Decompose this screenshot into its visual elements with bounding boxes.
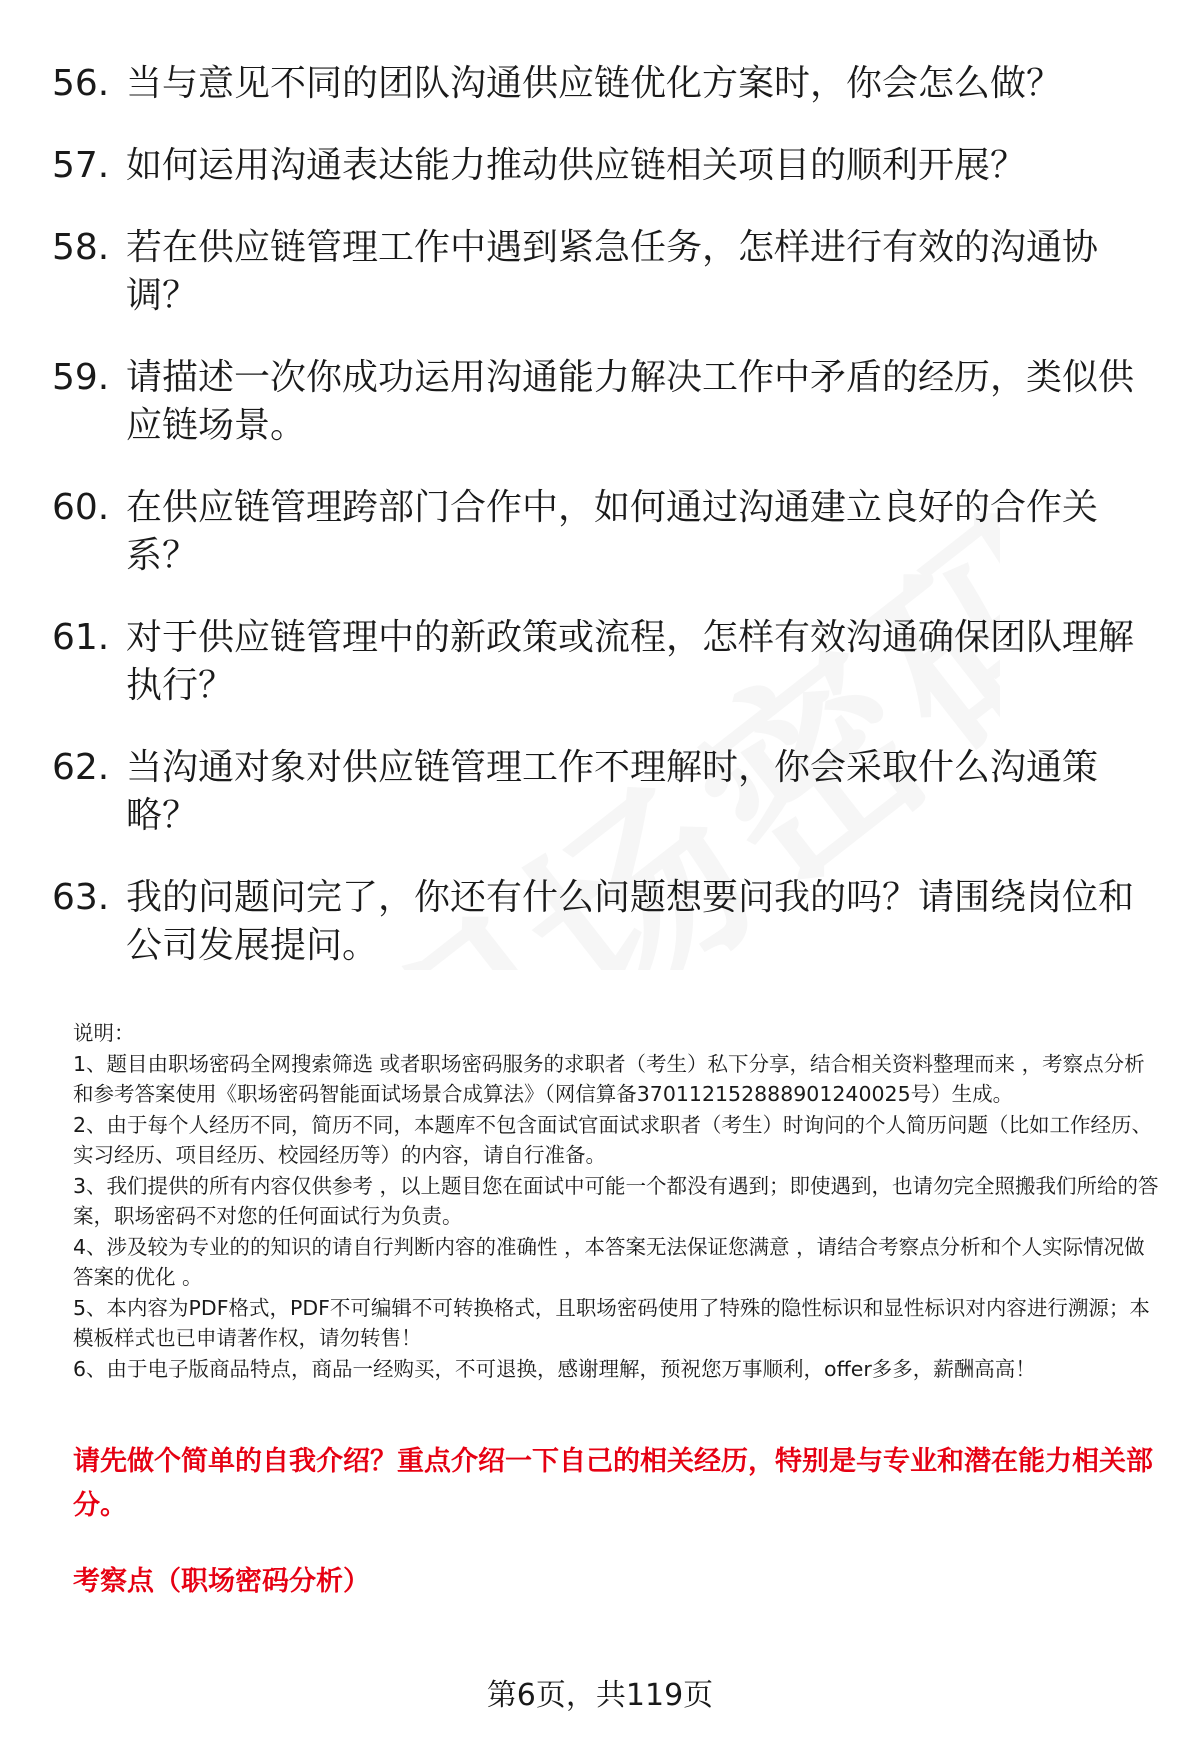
question-text: 若在供应链管理工作中遇到紧急任务，怎样进行有效的沟通协调？ (126, 227, 1099, 316)
question-item (52, 142, 1152, 190)
notes-heading: 说明： (73, 1021, 135, 1045)
question-item (52, 60, 1152, 108)
question-text: 当与意见不同的团队沟通供应链优化方案时，你会怎么做？ (126, 63, 1063, 104)
question-number: 57. (52, 145, 110, 186)
question-item (52, 614, 1152, 710)
question-text: 当沟通对象对供应链管理工作不理解时，你会采取什么沟通策略？ (126, 747, 1099, 836)
question-number: 63. (52, 877, 110, 918)
kaocha-heading: 考察点（职场密码分析） (73, 1566, 370, 1597)
notes-section (73, 1018, 1163, 1384)
question-number: 62. (52, 747, 110, 788)
question-item (52, 224, 1152, 320)
notes-item: 4、涉及较为专业的的知识的请自行判断内容的准确性 ，本答案无法保证您满意 ，请结合考察点分析和个人实际情况做答案的优化 。 (73, 1234, 1145, 1289)
notes-item: 1、题目由职场密码全网搜索筛选 或者职场密码服务的求职者（考生）私下分享，结合相关资料整理而来 ，考察点分析和参考答案使用《职场密码智能面试场景合成算法》（网信算备370112152888901240025号）生成。 (73, 1051, 1145, 1106)
question-list (52, 60, 1152, 1004)
notes-item: 5、本内容为PDF格式，PDF不可编辑不可转换格式，且职场密码使用了特殊的隐性标识和显性标识对内容进行溯源；本模板样式也已申请著作权，请勿转售！ (73, 1295, 1150, 1350)
question-number: 59. (52, 357, 110, 398)
question-text: 请描述一次你成功运用沟通能力解决工作中矛盾的经历，类似供应链场景。 (126, 357, 1135, 446)
question-item (52, 484, 1152, 580)
question-number: 60. (52, 487, 110, 528)
question-number: 56. (52, 63, 110, 104)
question-number: 61. (52, 617, 110, 658)
question-text: 在供应链管理跨部门合作中，如何通过沟通建立良好的合作关系？ (126, 487, 1099, 576)
page-footer: 第6页，共119页 (486, 1678, 714, 1713)
self-intro-question: 请先做个简单的自我介绍？重点介绍一下自己的相关经历，特别是与专业和潜在能力相关部分。 (73, 1446, 1153, 1521)
notes-item: 6、由于电子版商品特点，商品一经购买，不可退换，感谢理解，预祝您万事顺利，offer多多，薪酬高高！ (73, 1356, 1036, 1381)
question-item (52, 874, 1152, 970)
question-text: 对于供应链管理中的新政策或流程，怎样有效沟通确保团队理解执行？ (126, 617, 1135, 706)
question-text: 如何运用沟通表达能力推动供应链相关项目的顺利开展？ (126, 145, 1027, 186)
question-text: 我的问题问完了，你还有什么问题想要问我的吗？请围绕岗位和公司发展提问。 (126, 877, 1135, 966)
question-item (52, 354, 1152, 450)
notes-item: 3、我们提供的所有内容仅供参考 ，以上题目您在面试中可能一个都没有遇到；即使遇到，也请勿完全照搬我们所给的答案，职场密码不对您的任何面试行为负责。 (73, 1173, 1159, 1228)
question-number: 58. (52, 227, 110, 268)
notes-item: 2、由于每个人经历不同，简历不同，本题库不包含面试官面试求职者（考生）时询问的个人简历问题（比如工作经历、实习经历、项目经历、校园经历等）的内容，请自行准备。 (73, 1112, 1153, 1167)
question-item (52, 744, 1152, 840)
